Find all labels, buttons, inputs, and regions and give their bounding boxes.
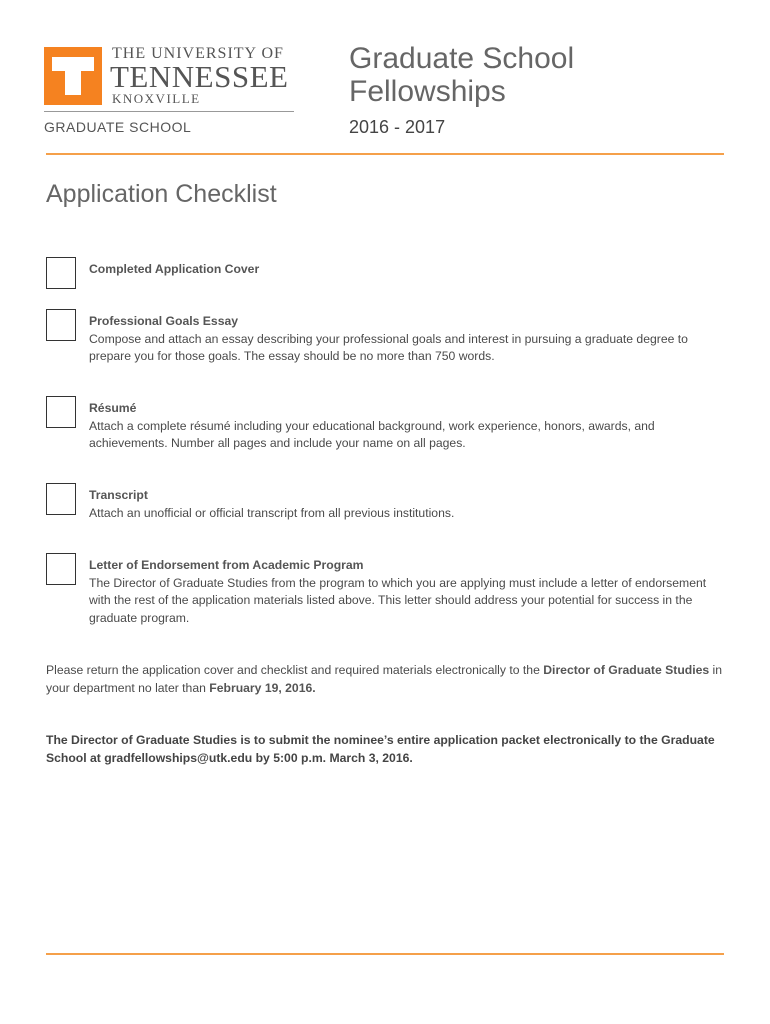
return-instructions-text: Please return the application cover and checklist and required materials electronically to the [46, 663, 544, 677]
checklist-item-description: Attach an unofficial or official transcript from all previous institutions. [89, 505, 455, 520]
checkbox[interactable] [46, 483, 76, 515]
logo-line-university: THE UNIVERSITY OF [112, 45, 284, 62]
return-instructions [46, 661, 726, 697]
checklist-item-text [89, 557, 719, 627]
checklist-item-description: Attach a complete résumé including your educational background, work experience, honors, awards, and achievements. Number all pages and include your name on all pages. [89, 418, 655, 450]
checklist-item-title: Letter of Endorsement from Academic Program [89, 558, 364, 572]
submission-deadline-note: The Director of Graduate Studies is to submit the nominee’s entire application packet electronically to the Graduate School at gradfellowships@utk.edu by 5:00 p.m. March 3, 2016. [46, 733, 715, 765]
checklist-item-text [89, 400, 719, 453]
academic-year: 2016 - 2017 [349, 117, 446, 137]
checklist-item-title: Transcript [89, 488, 148, 502]
return-instructions-text-2: in your department no later than [46, 663, 723, 695]
logo-divider [44, 111, 294, 112]
footer-divider [46, 953, 724, 955]
checklist-item-description: The Director of Graduate Studies from the program to which you are applying must include a letter of endorsement with the rest of the application materials listed above. This letter should address your potential for success in the graduate program. [89, 575, 707, 625]
checklist-item-text [89, 261, 719, 279]
header-divider [46, 153, 724, 155]
checkbox[interactable] [46, 553, 76, 585]
checklist-item-transcript [46, 483, 726, 523]
logo-line-tennessee: TENNESSEE [110, 59, 289, 94]
return-deadline: February 19, 2016. [209, 681, 316, 695]
checklist-item-title: Professional Goals Essay [89, 314, 239, 328]
checkbox[interactable] [46, 257, 76, 289]
checklist-item-text [89, 313, 719, 366]
power-t-icon [44, 47, 102, 105]
logo-line-knoxville: KNOXVILLE [112, 91, 201, 106]
logo-department: GRADUATE SCHOOL [44, 119, 192, 135]
checklist-item-resume [46, 396, 726, 452]
checklist-item-goals-essay [46, 309, 726, 365]
checkbox[interactable] [46, 396, 76, 428]
checklist-item-application-cover [46, 257, 726, 293]
checklist-item-text [89, 487, 719, 522]
university-logo [44, 45, 294, 135]
checklist-item-title: Completed Application Cover [89, 262, 260, 276]
checklist-item-description: Compose and attach an essay describing your professional goals and interest in pursuing a graduate degree to prepare you for those goals. The essay should be no more than 750 words. [89, 331, 688, 363]
document-title [349, 42, 649, 108]
checklist-item-title: Résumé [89, 401, 137, 415]
return-recipient: Director of Graduate Studies [543, 663, 710, 677]
page-heading: Application Checklist [46, 180, 277, 208]
title-line-1: Graduate School [349, 42, 575, 75]
checklist-item-endorsement-letter [46, 553, 726, 629]
checkbox[interactable] [46, 309, 76, 341]
title-line-2: Fellowships [349, 75, 506, 108]
